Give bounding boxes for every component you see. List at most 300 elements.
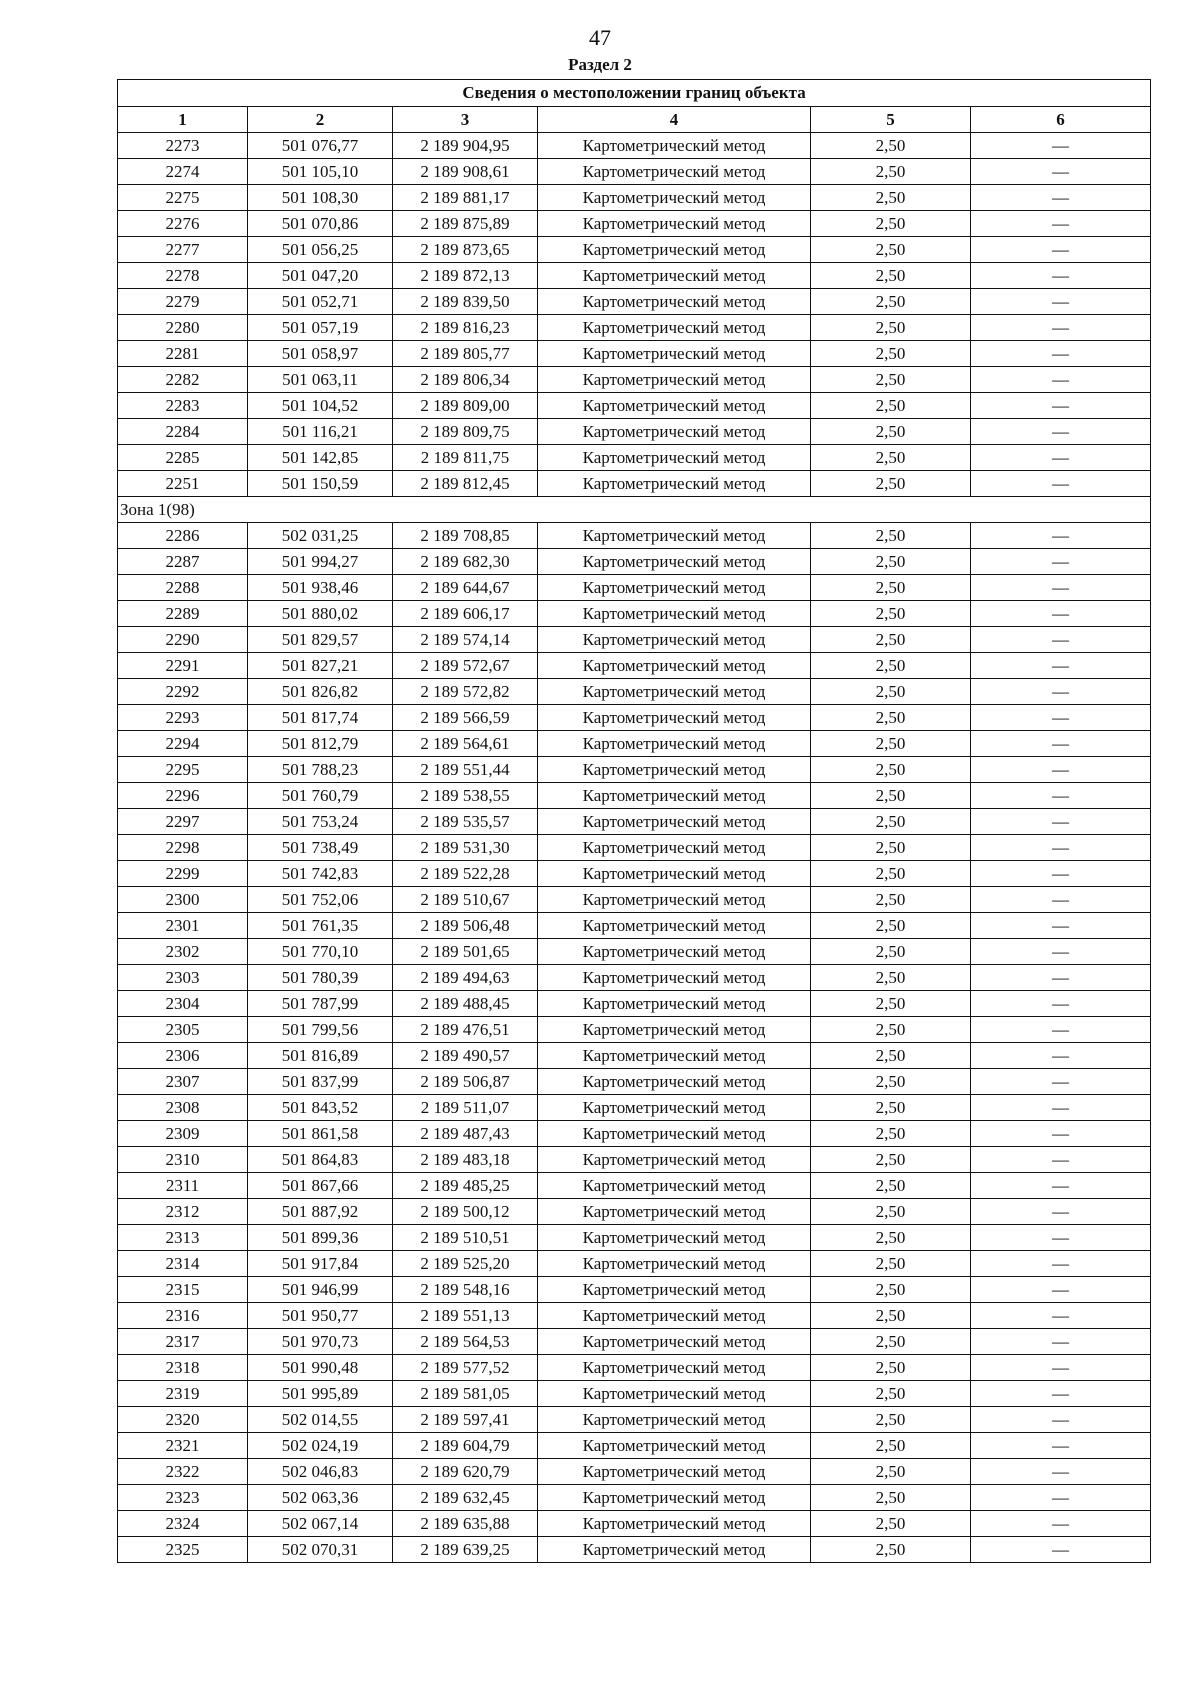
description-cell: —: [971, 783, 1151, 809]
y-coordinate-cell: 2 189 506,48: [393, 913, 538, 939]
table-title-row: [118, 80, 1151, 107]
point-number-cell: 2307: [118, 1069, 248, 1095]
x-coordinate-cell: 502 067,14: [248, 1511, 393, 1537]
y-coordinate-cell: 2 189 632,45: [393, 1485, 538, 1511]
x-coordinate-cell: 501 150,59: [248, 471, 393, 497]
table-row: [118, 289, 1151, 315]
description-cell: —: [971, 1225, 1151, 1251]
x-coordinate-cell: 501 864,83: [248, 1147, 393, 1173]
boundary-coordinates-table: [117, 79, 1151, 1563]
accuracy-cell: 2,50: [811, 419, 971, 445]
point-number-cell: 2323: [118, 1485, 248, 1511]
description-cell: —: [971, 367, 1151, 393]
y-coordinate-cell: 2 189 635,88: [393, 1511, 538, 1537]
method-cell: Картометрический метод: [538, 341, 811, 367]
y-coordinate-cell: 2 189 805,77: [393, 341, 538, 367]
method-cell: Картометрический метод: [538, 1043, 811, 1069]
table-row: [118, 133, 1151, 159]
point-number-cell: 2302: [118, 939, 248, 965]
y-coordinate-cell: 2 189 500,12: [393, 1199, 538, 1225]
point-number-cell: 2317: [118, 1329, 248, 1355]
method-cell: Картометрический метод: [538, 471, 811, 497]
x-coordinate-cell: 501 812,79: [248, 731, 393, 757]
page-number: 47: [589, 25, 611, 50]
description-cell: —: [971, 211, 1151, 237]
accuracy-cell: 2,50: [811, 861, 971, 887]
method-cell: Картометрический метод: [538, 1147, 811, 1173]
x-coordinate-cell: 501 056,25: [248, 237, 393, 263]
y-coordinate-cell: 2 189 604,79: [393, 1433, 538, 1459]
description-cell: —: [971, 1537, 1151, 1563]
x-coordinate-cell: 501 761,35: [248, 913, 393, 939]
table-row: [118, 1095, 1151, 1121]
description-cell: —: [971, 1069, 1151, 1095]
table-row: [118, 549, 1151, 575]
method-cell: Картометрический метод: [538, 1511, 811, 1537]
description-cell: —: [971, 991, 1151, 1017]
point-number-cell: 2286: [118, 523, 248, 549]
method-cell: Картометрический метод: [538, 887, 811, 913]
point-number-cell: 2315: [118, 1277, 248, 1303]
x-coordinate-cell: 501 058,97: [248, 341, 393, 367]
y-coordinate-cell: 2 189 639,25: [393, 1537, 538, 1563]
method-cell: Картометрический метод: [538, 1121, 811, 1147]
x-coordinate-cell: 501 917,84: [248, 1251, 393, 1277]
description-cell: —: [971, 289, 1151, 315]
table-body: [118, 133, 1151, 1563]
x-coordinate-cell: 501 753,24: [248, 809, 393, 835]
zone-row: [118, 497, 1151, 523]
method-cell: Картометрический метод: [538, 393, 811, 419]
column-header: 4: [538, 107, 811, 133]
method-cell: Картометрический метод: [538, 653, 811, 679]
description-cell: —: [971, 913, 1151, 939]
accuracy-cell: 2,50: [811, 471, 971, 497]
point-number-cell: 2325: [118, 1537, 248, 1563]
point-number-cell: 2301: [118, 913, 248, 939]
point-number-cell: 2295: [118, 757, 248, 783]
y-coordinate-cell: 2 189 487,43: [393, 1121, 538, 1147]
description-cell: —: [971, 861, 1151, 887]
y-coordinate-cell: 2 189 551,13: [393, 1303, 538, 1329]
x-coordinate-cell: 501 142,85: [248, 445, 393, 471]
y-coordinate-cell: 2 189 904,95: [393, 133, 538, 159]
y-coordinate-cell: 2 189 572,82: [393, 679, 538, 705]
table-row: [118, 913, 1151, 939]
description-cell: —: [971, 1459, 1151, 1485]
accuracy-cell: 2,50: [811, 549, 971, 575]
point-number-cell: 2281: [118, 341, 248, 367]
point-number-cell: 2303: [118, 965, 248, 991]
method-cell: Картометрический метод: [538, 549, 811, 575]
description-cell: —: [971, 1485, 1151, 1511]
table-row: [118, 653, 1151, 679]
method-cell: Картометрический метод: [538, 809, 811, 835]
method-cell: Картометрический метод: [538, 1381, 811, 1407]
table-row: [118, 1199, 1151, 1225]
table-row: [118, 393, 1151, 419]
method-cell: Картометрический метод: [538, 1407, 811, 1433]
x-coordinate-cell: 501 105,10: [248, 159, 393, 185]
x-coordinate-cell: 501 829,57: [248, 627, 393, 653]
table-row: [118, 1069, 1151, 1095]
point-number-cell: 2298: [118, 835, 248, 861]
point-number-cell: 2309: [118, 1121, 248, 1147]
method-cell: Картометрический метод: [538, 523, 811, 549]
point-number-cell: 2320: [118, 1407, 248, 1433]
description-cell: —: [971, 1017, 1151, 1043]
x-coordinate-cell: 501 788,23: [248, 757, 393, 783]
x-coordinate-cell: 501 861,58: [248, 1121, 393, 1147]
description-cell: —: [971, 549, 1151, 575]
accuracy-cell: 2,50: [811, 1511, 971, 1537]
accuracy-cell: 2,50: [811, 783, 971, 809]
description-cell: —: [971, 1095, 1151, 1121]
y-coordinate-cell: 2 189 531,30: [393, 835, 538, 861]
point-number-cell: 2287: [118, 549, 248, 575]
accuracy-cell: 2,50: [811, 1043, 971, 1069]
accuracy-cell: 2,50: [811, 835, 971, 861]
x-coordinate-cell: 501 799,56: [248, 1017, 393, 1043]
accuracy-cell: 2,50: [811, 1017, 971, 1043]
point-number-cell: 2297: [118, 809, 248, 835]
table-row: [118, 757, 1151, 783]
point-number-cell: 2313: [118, 1225, 248, 1251]
description-cell: —: [971, 133, 1151, 159]
x-coordinate-cell: 501 738,49: [248, 835, 393, 861]
table-row: [118, 783, 1151, 809]
point-number-cell: 2251: [118, 471, 248, 497]
description-cell: —: [971, 627, 1151, 653]
description-cell: —: [971, 341, 1151, 367]
table-row: [118, 237, 1151, 263]
y-coordinate-cell: 2 189 501,65: [393, 939, 538, 965]
y-coordinate-cell: 2 189 809,75: [393, 419, 538, 445]
x-coordinate-cell: 501 946,99: [248, 1277, 393, 1303]
accuracy-cell: 2,50: [811, 1381, 971, 1407]
x-coordinate-cell: 502 031,25: [248, 523, 393, 549]
method-cell: Картометрический метод: [538, 1329, 811, 1355]
description-cell: —: [971, 679, 1151, 705]
accuracy-cell: 2,50: [811, 965, 971, 991]
point-number-cell: 2291: [118, 653, 248, 679]
accuracy-cell: 2,50: [811, 393, 971, 419]
accuracy-cell: 2,50: [811, 1329, 971, 1355]
x-coordinate-cell: 501 994,27: [248, 549, 393, 575]
accuracy-cell: 2,50: [811, 133, 971, 159]
accuracy-cell: 2,50: [811, 887, 971, 913]
method-cell: Картометрический метод: [538, 1069, 811, 1095]
method-cell: Картометрический метод: [538, 783, 811, 809]
accuracy-cell: 2,50: [811, 1303, 971, 1329]
x-coordinate-cell: 501 816,89: [248, 1043, 393, 1069]
x-coordinate-cell: 501 817,74: [248, 705, 393, 731]
x-coordinate-cell: 501 990,48: [248, 1355, 393, 1381]
method-cell: Картометрический метод: [538, 679, 811, 705]
x-coordinate-cell: 501 837,99: [248, 1069, 393, 1095]
point-number-cell: 2314: [118, 1251, 248, 1277]
method-cell: Картометрический метод: [538, 1251, 811, 1277]
table-row: [118, 1251, 1151, 1277]
table-title: Сведения о местоположении границ объекта: [118, 80, 1151, 107]
description-cell: —: [971, 601, 1151, 627]
x-coordinate-cell: 501 760,79: [248, 783, 393, 809]
method-cell: Картометрический метод: [538, 1017, 811, 1043]
y-coordinate-cell: 2 189 485,25: [393, 1173, 538, 1199]
table-row: [118, 809, 1151, 835]
table-row: [118, 575, 1151, 601]
description-cell: —: [971, 575, 1151, 601]
column-header: 5: [811, 107, 971, 133]
table-row: [118, 1277, 1151, 1303]
accuracy-cell: 2,50: [811, 445, 971, 471]
x-coordinate-cell: 501 867,66: [248, 1173, 393, 1199]
y-coordinate-cell: 2 189 574,14: [393, 627, 538, 653]
y-coordinate-cell: 2 189 644,67: [393, 575, 538, 601]
description-cell: —: [971, 1043, 1151, 1069]
point-number-cell: 2318: [118, 1355, 248, 1381]
point-number-cell: 2275: [118, 185, 248, 211]
table-row: [118, 445, 1151, 471]
accuracy-cell: 2,50: [811, 809, 971, 835]
point-number-cell: 2312: [118, 1199, 248, 1225]
method-cell: Картометрический метод: [538, 1095, 811, 1121]
table-row: [118, 523, 1151, 549]
x-coordinate-cell: 501 742,83: [248, 861, 393, 887]
description-cell: —: [971, 1121, 1151, 1147]
method-cell: Картометрический метод: [538, 601, 811, 627]
accuracy-cell: 2,50: [811, 601, 971, 627]
method-cell: Картометрический метод: [538, 1433, 811, 1459]
table-row: [118, 315, 1151, 341]
description-cell: —: [971, 1329, 1151, 1355]
table-row: [118, 1511, 1151, 1537]
point-number-cell: 2308: [118, 1095, 248, 1121]
x-coordinate-cell: 501 880,02: [248, 601, 393, 627]
method-cell: Картометрический метод: [538, 185, 811, 211]
x-coordinate-cell: 501 752,06: [248, 887, 393, 913]
point-number-cell: 2299: [118, 861, 248, 887]
y-coordinate-cell: 2 189 488,45: [393, 991, 538, 1017]
x-coordinate-cell: 501 938,46: [248, 575, 393, 601]
accuracy-cell: 2,50: [811, 1459, 971, 1485]
method-cell: Картометрический метод: [538, 705, 811, 731]
accuracy-cell: 2,50: [811, 523, 971, 549]
point-number-cell: 2324: [118, 1511, 248, 1537]
y-coordinate-cell: 2 189 564,61: [393, 731, 538, 757]
column-header: 3: [393, 107, 538, 133]
description-cell: —: [971, 1303, 1151, 1329]
table-row: [118, 991, 1151, 1017]
description-cell: —: [971, 419, 1151, 445]
section-title: Раздел 2: [568, 55, 632, 74]
y-coordinate-cell: 2 189 551,44: [393, 757, 538, 783]
y-coordinate-cell: 2 189 564,53: [393, 1329, 538, 1355]
point-number-cell: 2277: [118, 237, 248, 263]
x-coordinate-cell: 501 070,86: [248, 211, 393, 237]
y-coordinate-cell: 2 189 581,05: [393, 1381, 538, 1407]
point-number-cell: 2285: [118, 445, 248, 471]
table-row: [118, 419, 1151, 445]
description-cell: —: [971, 1511, 1151, 1537]
description-cell: —: [971, 185, 1151, 211]
table-row: [118, 1329, 1151, 1355]
method-cell: Картометрический метод: [538, 263, 811, 289]
x-coordinate-cell: 501 052,71: [248, 289, 393, 315]
table-row: [118, 731, 1151, 757]
x-coordinate-cell: 501 787,99: [248, 991, 393, 1017]
table-row: [118, 367, 1151, 393]
accuracy-cell: 2,50: [811, 289, 971, 315]
description-cell: —: [971, 887, 1151, 913]
y-coordinate-cell: 2 189 812,45: [393, 471, 538, 497]
accuracy-cell: 2,50: [811, 653, 971, 679]
point-number-cell: 2310: [118, 1147, 248, 1173]
y-coordinate-cell: 2 189 572,67: [393, 653, 538, 679]
method-cell: Картометрический метод: [538, 367, 811, 393]
x-coordinate-cell: 502 024,19: [248, 1433, 393, 1459]
x-coordinate-cell: 502 063,36: [248, 1485, 393, 1511]
table-row: [118, 185, 1151, 211]
description-cell: —: [971, 939, 1151, 965]
y-coordinate-cell: 2 189 506,87: [393, 1069, 538, 1095]
table-row: [118, 211, 1151, 237]
method-cell: Картометрический метод: [538, 445, 811, 471]
accuracy-cell: 2,50: [811, 575, 971, 601]
accuracy-cell: 2,50: [811, 263, 971, 289]
accuracy-cell: 2,50: [811, 731, 971, 757]
point-number-cell: 2289: [118, 601, 248, 627]
y-coordinate-cell: 2 189 525,20: [393, 1251, 538, 1277]
method-cell: Картометрический метод: [538, 315, 811, 341]
x-coordinate-cell: 501 899,36: [248, 1225, 393, 1251]
method-cell: Картометрический метод: [538, 1277, 811, 1303]
accuracy-cell: 2,50: [811, 237, 971, 263]
description-cell: —: [971, 237, 1151, 263]
table-row: [118, 601, 1151, 627]
table-row: [118, 1225, 1151, 1251]
description-cell: —: [971, 159, 1151, 185]
accuracy-cell: 2,50: [811, 1069, 971, 1095]
point-number-cell: 2280: [118, 315, 248, 341]
description-cell: —: [971, 1381, 1151, 1407]
method-cell: Картометрический метод: [538, 913, 811, 939]
point-number-cell: 2283: [118, 393, 248, 419]
y-coordinate-cell: 2 189 597,41: [393, 1407, 538, 1433]
method-cell: Картометрический метод: [538, 1225, 811, 1251]
point-number-cell: 2278: [118, 263, 248, 289]
method-cell: Картометрический метод: [538, 1459, 811, 1485]
y-coordinate-cell: 2 189 908,61: [393, 159, 538, 185]
accuracy-cell: 2,50: [811, 1277, 971, 1303]
table-row: [118, 705, 1151, 731]
description-cell: —: [971, 1407, 1151, 1433]
point-number-cell: 2316: [118, 1303, 248, 1329]
method-cell: Картометрический метод: [538, 991, 811, 1017]
table-row: [118, 159, 1151, 185]
point-number-cell: 2300: [118, 887, 248, 913]
accuracy-cell: 2,50: [811, 367, 971, 393]
description-cell: —: [971, 263, 1151, 289]
table-row: [118, 1459, 1151, 1485]
method-cell: Картометрический метод: [538, 627, 811, 653]
accuracy-cell: 2,50: [811, 1407, 971, 1433]
y-coordinate-cell: 2 189 548,16: [393, 1277, 538, 1303]
accuracy-cell: 2,50: [811, 315, 971, 341]
method-cell: Картометрический метод: [538, 757, 811, 783]
y-coordinate-cell: 2 189 708,85: [393, 523, 538, 549]
column-header: 6: [971, 107, 1151, 133]
y-coordinate-cell: 2 189 476,51: [393, 1017, 538, 1043]
y-coordinate-cell: 2 189 510,51: [393, 1225, 538, 1251]
table-row: [118, 861, 1151, 887]
x-coordinate-cell: 502 014,55: [248, 1407, 393, 1433]
y-coordinate-cell: 2 189 881,17: [393, 185, 538, 211]
accuracy-cell: 2,50: [811, 211, 971, 237]
y-coordinate-cell: 2 189 872,13: [393, 263, 538, 289]
y-coordinate-cell: 2 189 875,89: [393, 211, 538, 237]
accuracy-cell: 2,50: [811, 705, 971, 731]
accuracy-cell: 2,50: [811, 1433, 971, 1459]
table-row: [118, 627, 1151, 653]
y-coordinate-cell: 2 189 620,79: [393, 1459, 538, 1485]
point-number-cell: 2319: [118, 1381, 248, 1407]
y-coordinate-cell: 2 189 873,65: [393, 237, 538, 263]
y-coordinate-cell: 2 189 839,50: [393, 289, 538, 315]
column-header: 1: [118, 107, 248, 133]
y-coordinate-cell: 2 189 682,30: [393, 549, 538, 575]
point-number-cell: 2305: [118, 1017, 248, 1043]
x-coordinate-cell: 501 104,52: [248, 393, 393, 419]
description-cell: —: [971, 809, 1151, 835]
accuracy-cell: 2,50: [811, 1485, 971, 1511]
x-coordinate-cell: 501 950,77: [248, 1303, 393, 1329]
accuracy-cell: 2,50: [811, 341, 971, 367]
x-coordinate-cell: 501 770,10: [248, 939, 393, 965]
method-cell: Картометрический метод: [538, 861, 811, 887]
accuracy-cell: 2,50: [811, 1095, 971, 1121]
x-coordinate-cell: 501 826,82: [248, 679, 393, 705]
table-row: [118, 679, 1151, 705]
description-cell: —: [971, 523, 1151, 549]
table-row: [118, 1381, 1151, 1407]
point-number-cell: 2274: [118, 159, 248, 185]
x-coordinate-cell: 501 995,89: [248, 1381, 393, 1407]
y-coordinate-cell: 2 189 510,67: [393, 887, 538, 913]
point-number-cell: 2322: [118, 1459, 248, 1485]
description-cell: —: [971, 757, 1151, 783]
point-number-cell: 2282: [118, 367, 248, 393]
point-number-cell: 2273: [118, 133, 248, 159]
x-coordinate-cell: 502 046,83: [248, 1459, 393, 1485]
description-cell: —: [971, 471, 1151, 497]
x-coordinate-cell: 501 076,77: [248, 133, 393, 159]
method-cell: Картометрический метод: [538, 835, 811, 861]
y-coordinate-cell: 2 189 577,52: [393, 1355, 538, 1381]
point-number-cell: 2292: [118, 679, 248, 705]
table-row: [118, 1121, 1151, 1147]
description-cell: —: [971, 835, 1151, 861]
table-row: [118, 965, 1151, 991]
point-number-cell: 2279: [118, 289, 248, 315]
method-cell: Картометрический метод: [538, 965, 811, 991]
y-coordinate-cell: 2 189 490,57: [393, 1043, 538, 1069]
point-number-cell: 2276: [118, 211, 248, 237]
y-coordinate-cell: 2 189 809,00: [393, 393, 538, 419]
description-cell: —: [971, 705, 1151, 731]
table-row: [118, 1173, 1151, 1199]
table-row: [118, 341, 1151, 367]
